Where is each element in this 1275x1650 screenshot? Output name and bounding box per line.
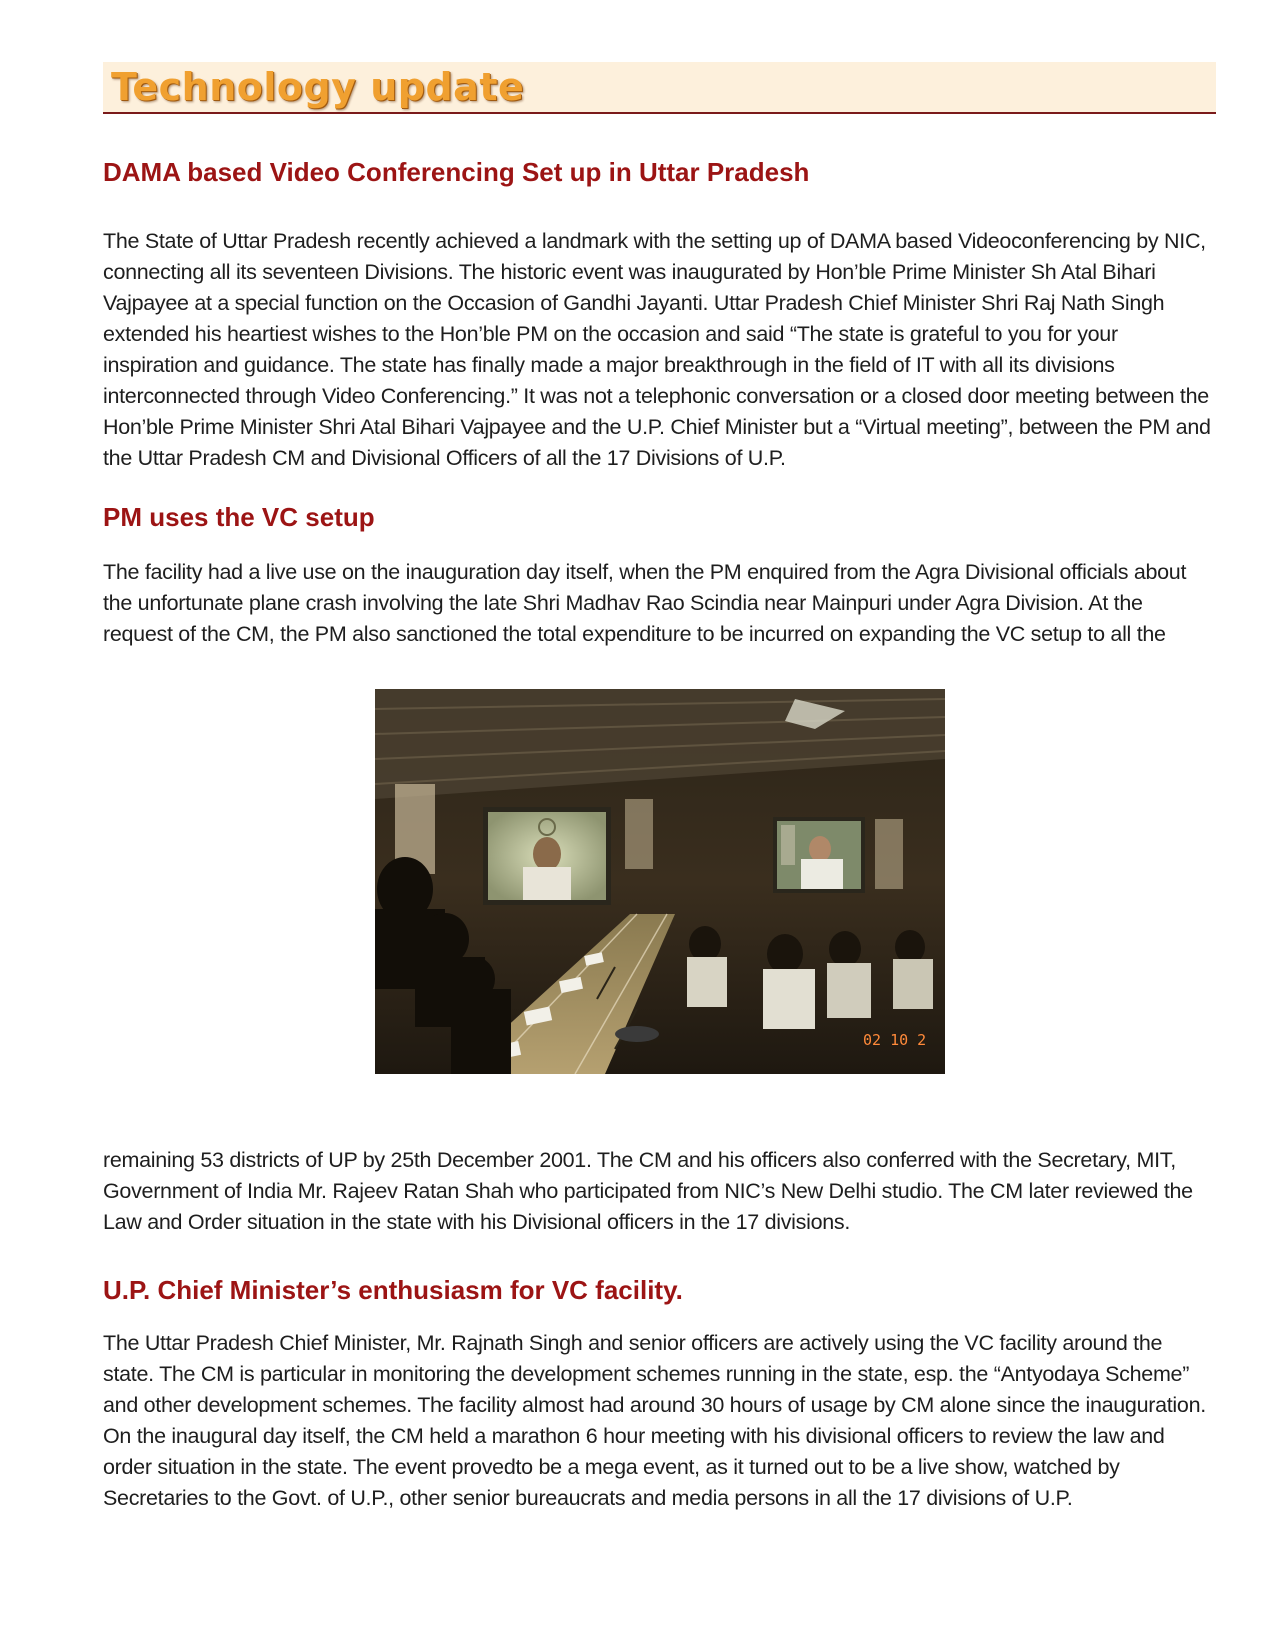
paragraph-cm-enthusiasm: The Uttar Pradesh Chief Minister, Mr. Rajnath Singh and senior officers are actively using the VC facility around the state. The CM is particular in monitoring the development schemes running in the state, esp. the “Antyodaya Scheme” and other development schemes. The facility almost had around 30 hours of usage by CM alone since the inauguration. On the inaugural day itself, the CM held a marathon 6 hour meeting with his divisional officers to review the law and order situation in the state. The event provedto be a mega event, as it turned out to be a live show, watched by Secretaries to the Govt. of U.P., other senior bureaucrats and media persons in all the 17 divisions of U.P. bbox=[103, 1331, 1206, 1510]
photo-container bbox=[103, 689, 1216, 1074]
heading-pm-uses-vc: PM uses the VC setup bbox=[103, 502, 375, 532]
photo-date-stamp: 02 10 2 bbox=[862, 1031, 926, 1049]
banner-title: Technology update bbox=[111, 65, 525, 109]
heading-cm-enthusiasm: U.P. Chief Minister’s enthusiasm for VC facility. bbox=[103, 1275, 683, 1305]
paragraph-dama: The State of Uttar Pradesh recently achieved a landmark with the setting up of DAMA based Videoconferencing by NIC, connecting all its seventeen Divisions. The historic event was inaugurated by Hon’ble Prime Minister Sh Atal Bihari Vajpayee at a special function on the Occasion of Gandhi Jayanti. Uttar Pradesh Chief Minister Shri Raj Nath Singh extended his heartiest wishes to the Hon’ble PM on the occasion and said “The state is grateful to you for your inspiration and guidance. The state has finally made a major breakthrough in the field of IT with all its divisions interconnected through Video Conferencing.” It was not a telephonic conversation or a closed door meeting between the Hon’ble Prime Minister Shri Atal Bihari Vajpayee and the U.P. Chief Minister but a “Virtual meeting”, between the PM and the Uttar Pradesh CM and Divisional Officers of all the 17 Divisions of U.P. bbox=[103, 229, 1211, 470]
section-banner bbox=[103, 62, 1216, 114]
paragraph-pm-uses-vc: The facility had a live use on the inauguration day itself, when the PM enquired from the Agra Divisional officials about the unfortunate plane crash involving the late Shri Madhav Rao Scindia near Mainpuri under Agra Division. At the request of the CM, the PM also sanctioned the total expenditure to be incurred on expanding the VC setup to all the bbox=[103, 560, 1187, 646]
video-conference-photo bbox=[375, 689, 945, 1074]
document-page bbox=[103, 62, 1216, 1514]
heading-dama-video-conferencing: DAMA based Video Conferencing Set up in Uttar Pradesh bbox=[103, 157, 810, 187]
paragraph-pm-uses-vc-continued: remaining 53 districts of UP by 25th December 2001. The CM and his officers also conferred with the Secretary, MIT, Government of India Mr. Rajeev Ratan Shah who participated from NIC’s New Delhi studio. The CM later reviewed the Law and Order situation in the state with his Divisional officers in the 17 divisions. bbox=[103, 1148, 1193, 1234]
